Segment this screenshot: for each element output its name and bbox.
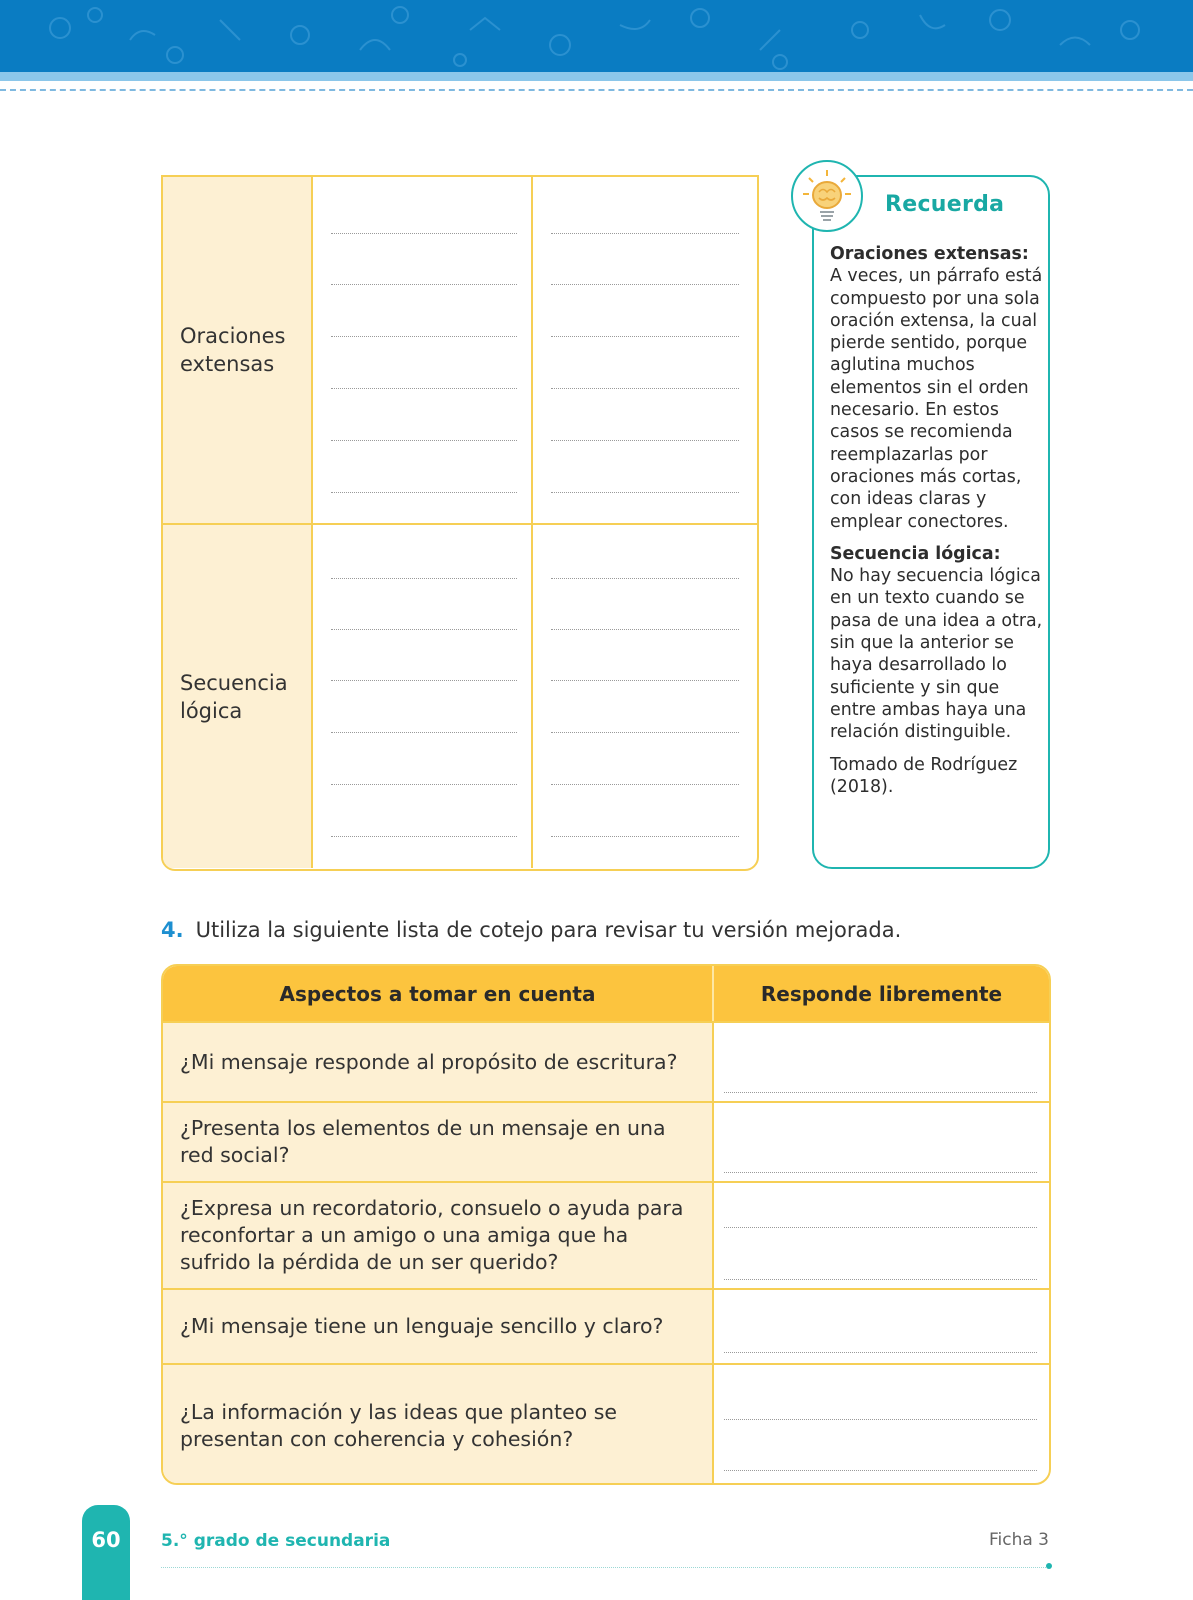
revision-table [161,175,759,871]
checklist-question: ¿Mi mensaje tiene un lenguaje sencillo y claro? [163,1290,714,1363]
answer-line [331,492,517,493]
table-row [163,525,757,868]
ficha-label: Ficha 3 [988,1530,1049,1550]
section-term: Secuencia lógica: [830,543,1001,564]
footer-dot [1046,1563,1052,1569]
checklist-table [161,964,1051,1485]
recuerda-source: Tomado de Rodríguez (2018). [830,754,1018,797]
answer-line [724,1092,1037,1093]
response-cell[interactable] [714,1183,1049,1288]
answer-line [331,784,517,785]
instruction [161,918,901,942]
header-aspects: Aspectos a tomar en cuenta [163,966,714,1021]
answer-line [724,1172,1037,1173]
page-number: 60 [91,1528,121,1552]
answer-line [724,1470,1037,1471]
recuerda-title: Recuerda [885,192,1005,217]
answer-line [551,680,739,681]
answer-line [551,388,739,389]
answer-cell[interactable] [313,177,533,523]
answer-line [331,233,517,234]
answer-line [724,1227,1037,1228]
checklist-header [163,966,1049,1021]
answer-line [551,732,739,733]
answer-cell[interactable] [313,525,533,868]
answer-line [331,836,517,837]
answer-line [551,284,739,285]
answer-line [551,492,739,493]
answer-line [331,629,517,630]
checklist-question: ¿La información y las ideas que planteo se presentan con coherencia y cohesión? [163,1365,714,1485]
recuerda-section [830,243,1045,533]
row-label [163,525,313,868]
table-row [163,1021,1049,1101]
lightbulb-brain-icon [791,160,863,232]
checklist-question: ¿Presenta los elementos de un mensaje en una red social? [163,1103,714,1181]
section-term: Oraciones extensas: [830,244,1029,264]
answer-cell[interactable] [533,177,753,523]
response-cell[interactable] [714,1103,1049,1181]
answer-line [331,732,517,733]
answer-line [331,388,517,389]
answer-line [724,1419,1037,1420]
recuerda-section [830,543,1045,744]
row-label-line: extensas [180,352,275,376]
header-stripe [0,72,1193,81]
page-number-tab [82,1505,130,1600]
row-label-line: Secuencia [180,670,288,695]
grade-label: 5.° grado de secundaria [161,1531,391,1551]
answer-line [724,1279,1037,1280]
answer-line [551,629,739,630]
table-row [163,177,757,525]
answer-line [331,578,517,579]
header-response: Responde libremente [760,981,1003,1006]
instruction-number: 4. [161,918,184,942]
answer-line [551,784,739,785]
answer-line [551,836,739,837]
row-label-line: lógica [180,698,243,723]
response-cell[interactable] [714,1023,1049,1101]
checklist-question: ¿Mi mensaje responde al propósito de escritura? [163,1023,714,1101]
table-row [163,1288,1049,1363]
answer-line [551,578,739,579]
section-text: No hay secuencia lógica en un texto cuando se pasa de una idea a otra, sin que la anterior se haya desarrollado lo suficiente y sin que entre ambas haya una relación distinguible. [830,566,1043,743]
instruction-text: Utiliza la siguiente lista de cotejo para revisar tu versión mejorada. [195,918,902,942]
response-cell[interactable] [714,1290,1049,1363]
table-row [163,1101,1049,1181]
answer-line [331,336,517,337]
lightbulb-brain-icon [801,168,853,224]
row-label-line: Oraciones [180,324,286,348]
table-row [163,1181,1049,1288]
answer-line [551,440,739,441]
checklist-question: ¿Expresa un recordatorio, consuelo o ayuda para reconfortar a un amigo o una amiga que ha sufrido la pérdida de un ser querido? [163,1183,714,1288]
answer-line [331,680,517,681]
header-doodles [0,0,1193,72]
section-text: A veces, un párrafo está compuesto por una sola oración extensa, la cual pierde sentido, porque aglutina muchos elementos sin el orden necesario. En estos casos se recomienda reemplazarlas por oraciones más cortas, con ideas claras y emplear conectores. [830,266,1043,532]
row-label [163,177,313,523]
footer-divider [161,1567,1046,1568]
header-band [0,0,1193,72]
answer-line [551,336,739,337]
table-row [163,1363,1049,1485]
header-divider [0,89,1193,91]
response-cell[interactable] [714,1365,1049,1485]
answer-cell[interactable] [533,525,753,868]
answer-line [551,233,739,234]
answer-line [331,440,517,441]
answer-line [724,1352,1037,1353]
recuerda-content [830,243,1045,808]
answer-line [331,284,517,285]
